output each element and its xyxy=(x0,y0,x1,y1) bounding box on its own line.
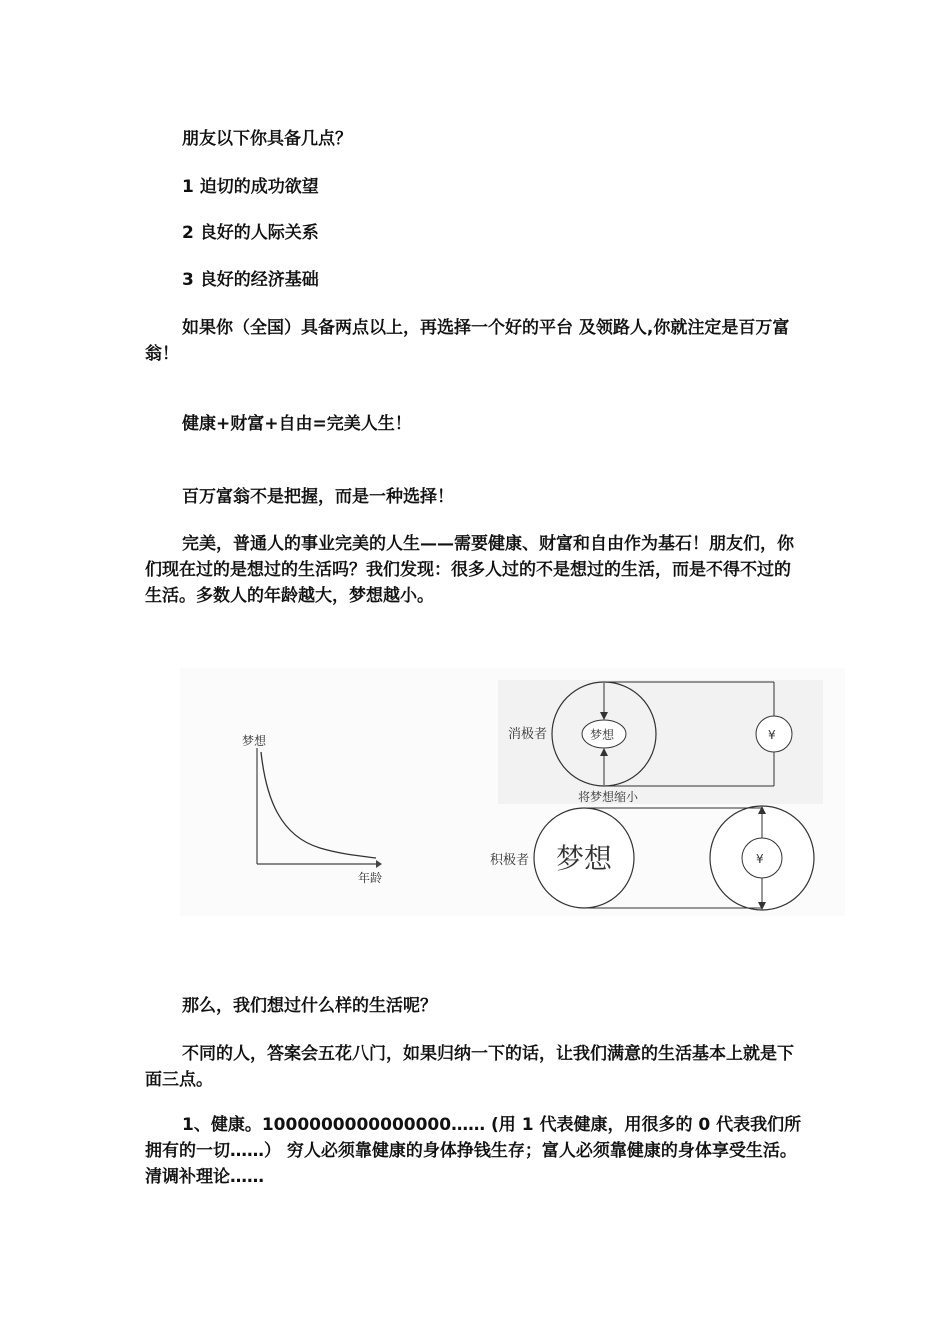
paragraph-different-answers: 不同的人，答案会五花八门，如果归纳一下的话，让我们满意的生活基本上就是下面三点。 xyxy=(145,1044,794,1090)
positive-dream-label: 梦想 xyxy=(556,842,613,875)
graph-y-label: 梦想 xyxy=(242,734,267,748)
dream-diagram-figure xyxy=(180,668,845,916)
paragraph-conclusion: 如果你（全国）具备两点以上，再选择一个好的平台 及领路人,你就注定是百万富翁！ xyxy=(145,318,790,364)
list-item-2: 2 良好的人际关系 xyxy=(182,223,319,243)
question-intro: 朋友以下你具备几点？ xyxy=(182,129,352,149)
list-item-1: 1 迫切的成功欲望 xyxy=(182,177,319,197)
negative-label: 消极者 xyxy=(508,727,548,742)
dream-age-graph xyxy=(242,733,382,885)
paragraph-health: 1、健康。1000000000000000…… (用 1 代表健康，用很多的 0 代表我们所拥有的一切……） 穷人必须靠健康的身体挣钱生存；富人必须靠健康的身体享受生活。清调补理论…… xyxy=(145,1115,802,1187)
positive-label: 积极者 xyxy=(490,853,530,868)
graph-x-label: 年龄 xyxy=(358,871,383,885)
negative-yen-label: ¥ xyxy=(768,728,776,742)
list-item-3: 3 良好的经济基础 xyxy=(182,270,319,290)
positive-yen-label: ¥ xyxy=(756,852,764,866)
figure-svg xyxy=(180,668,845,916)
paragraph-formula: 健康+财富+自由=完美人生！ xyxy=(182,414,412,434)
paragraph-perfect-life: 完美，普通人的事业完美的人生——需要健康、财富和自由作为基石！朋友们，你们现在过的是想过的生活吗？我们发现：很多人过的不是想过的生活，而是不得不过的生活。多数人的年龄越大，梦想越小。 xyxy=(145,534,794,606)
x-axis-arrow xyxy=(376,860,382,868)
negative-dream-label: 梦想 xyxy=(590,728,615,742)
paragraph-choice: 百万富翁不是把握，而是一种选择！ xyxy=(182,487,454,507)
negative-caption: 将梦想缩小 xyxy=(578,790,639,804)
dream-decline-curve xyxy=(261,752,376,858)
paragraph-what-life: 那么，我们想过什么样的生活呢？ xyxy=(182,996,437,1016)
negative-panel xyxy=(498,680,823,804)
positive-panel xyxy=(490,806,814,910)
